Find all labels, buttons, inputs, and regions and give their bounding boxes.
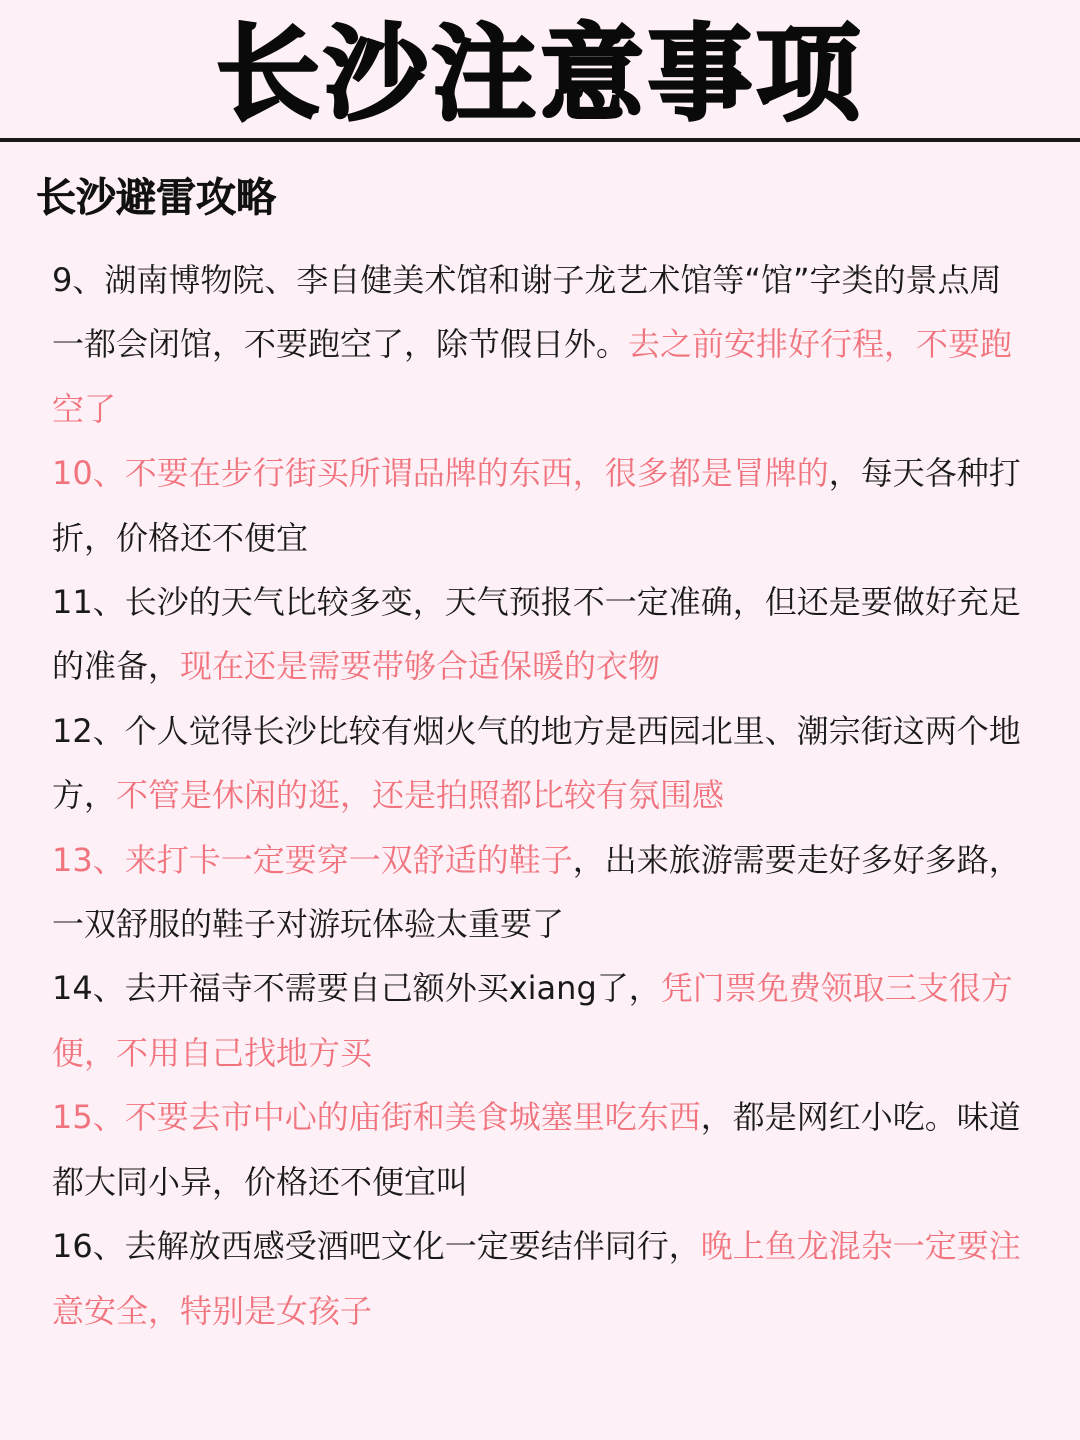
tip-text: 12、个人觉得长沙比较有烟火气的地方是西园北里、潮宗街这两个地方， [52,711,1021,815]
tip-highlight: 10、不要在步行街买所谓品牌的东西，很多都是冒牌的 [52,454,829,493]
tip-tail: ，都是网红小吃。味道都大同小异，价格还不便宜叫 [52,1098,1021,1201]
section-title: 长沙避雷攻略 [36,175,276,221]
tips-list [52,248,1027,1343]
tip-tail: ，出来旅游需要走好多好多路，一双舒服的鞋子对游玩体验太重要了 [52,840,1021,944]
tip-item-9 [52,248,1027,441]
tip-highlight: 现在还是需要带够合适保暖的衣物 [180,647,661,686]
tip-text: 16、去解放西感受酒吧文化一定要结伴同行， [52,1227,701,1266]
tip-item-16 [52,1214,1027,1343]
tip-tail: ，每天各种打折，价格还不便宜 [52,454,1021,557]
tip-item-11 [52,570,1027,699]
tip-item-13 [52,828,1027,957]
tip-item-15 [52,1085,1027,1214]
tip-text: 11、长沙的天气比较多变，天气预报不一定准确，但还是要做好充足的准备， [52,583,1021,686]
tip-text: 14、去开福寺不需要自己额外买xiang了， [52,969,661,1008]
tip-highlight: 晚上鱼龙混杂一定要注意安全，特别是女孩子 [52,1227,1021,1330]
page-title: 长沙注意事项 [215,13,864,135]
tip-highlight: 凭门票免费领取三支很方便，不用自己找地方买 [52,969,1013,1072]
tip-item-12 [52,699,1027,828]
tip-text: 9、湖南博物院、李自健美术馆和谢子龙艺术馆等“馆”字类的景点周一都会闭馆，不要跑空了，除节假日外。 [52,261,1002,364]
title-divider [0,138,1080,142]
tip-item-10 [52,441,1027,570]
tip-highlight: 13、来打卡一定要穿一双舒适的鞋子 [52,840,573,879]
tip-highlight: 15、不要去市中心的庙街和美食城塞里吃东西 [52,1098,701,1137]
tip-highlight: 不管是休闲的逛，还是拍照都比较有氛围感 [116,776,725,815]
header [0,0,1080,140]
tip-item-14 [52,956,1027,1085]
tip-highlight: 去之前安排好行程，不要跑空了 [52,325,1013,428]
